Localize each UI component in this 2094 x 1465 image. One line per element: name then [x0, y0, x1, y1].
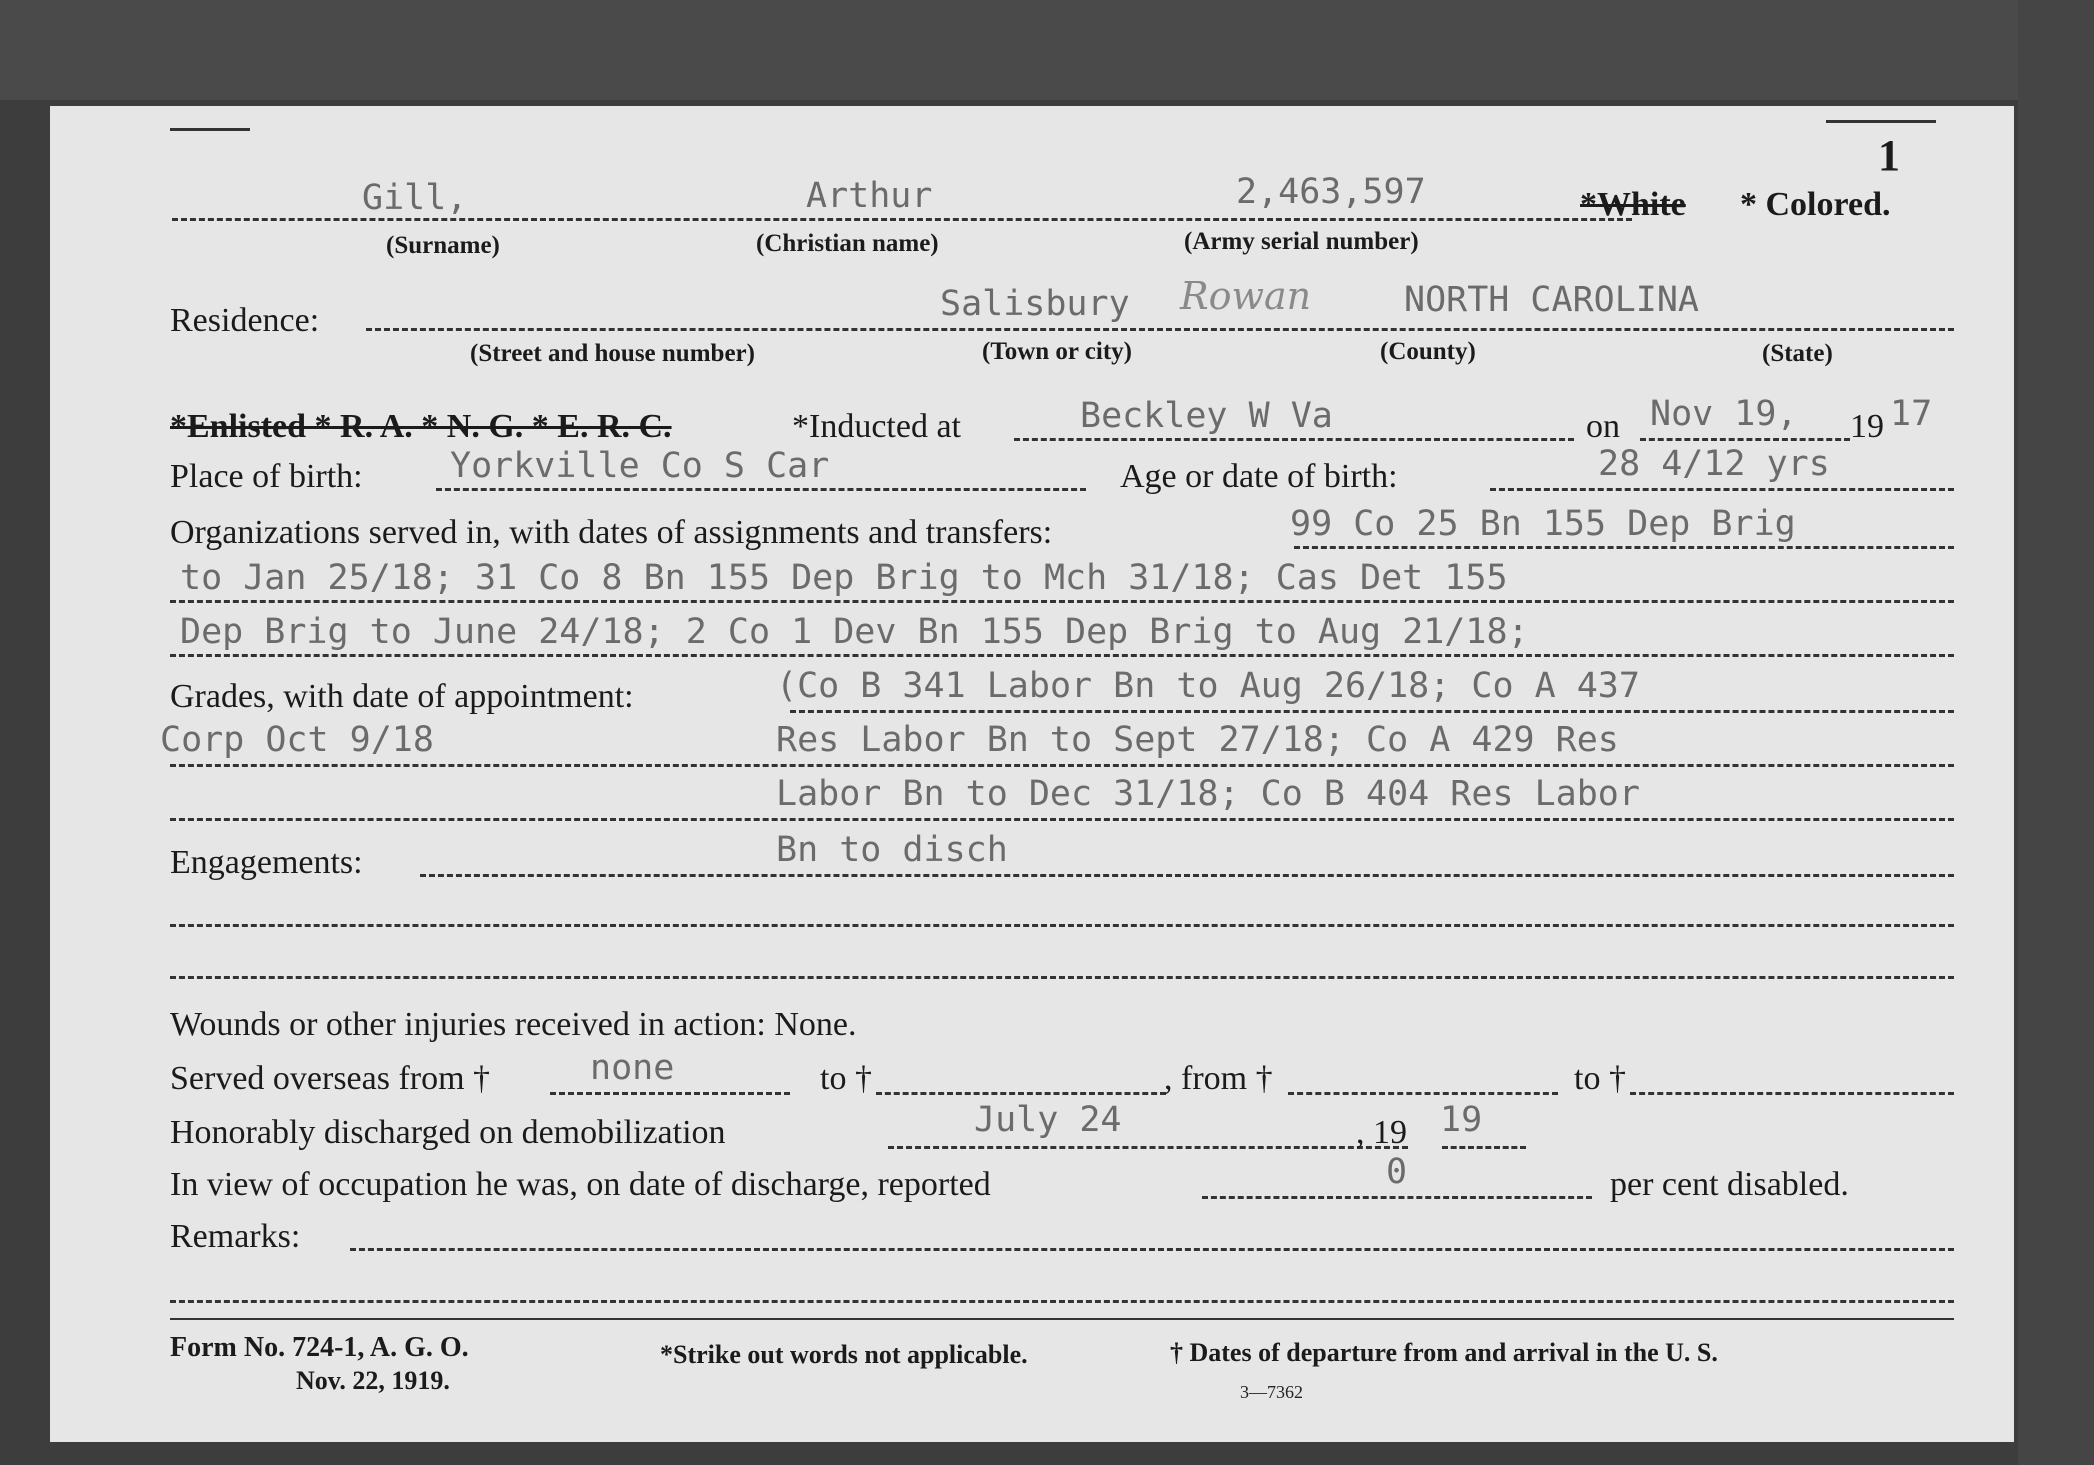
orgs-text-7: Bn to disch	[776, 830, 1008, 870]
inducted-place: Beckley W Va	[1080, 396, 1333, 436]
inducted-date-line	[1640, 438, 1850, 441]
form-date: Nov. 22, 1919.	[296, 1366, 450, 1395]
residence-county: Rowan	[1180, 274, 1312, 318]
overseas-value: none	[590, 1048, 675, 1088]
age-label: Age or date of birth:	[1120, 458, 1398, 495]
disability-label: In view of occupation he was, on date of discharge, reported	[170, 1166, 991, 1203]
orgs-line-2	[170, 600, 1954, 603]
orgs-label: Organizations served in, with dates of assignments and transfers:	[170, 514, 1053, 551]
discharge-label: Honorably discharged on demobilization	[170, 1114, 726, 1151]
caption-county: (County)	[1380, 338, 1476, 365]
grades-line-2	[170, 764, 1954, 767]
remarks-line-2	[170, 1300, 1954, 1303]
orgs-text-2: to Jan 25/18; 31 Co 8 Bn 155 Dep Brig to Mch 31/18; Cas Det 155	[180, 558, 1508, 598]
surname-value: Gill,	[362, 178, 468, 218]
orgs-text-3: Dep Brig to June 24/18; 2 Co 1 Dev Bn 155 Dep Brig to Aug 21/18;	[180, 612, 1529, 652]
footer-rule	[170, 1318, 1954, 1320]
scan-background-right	[2018, 0, 2094, 1465]
overseas-to2-label: to †	[1574, 1060, 1626, 1097]
on-label: on	[1586, 408, 1620, 445]
engagements-line-3	[170, 976, 1954, 979]
discharge-line	[888, 1146, 1408, 1149]
name-line	[172, 218, 1632, 221]
enlisted-struck: *Enlisted * R. A. * N. G. * E. R. C.	[170, 408, 672, 445]
orgs-line-3	[170, 654, 1954, 657]
birth-place-line	[436, 488, 1086, 491]
grades-line-1	[790, 710, 1954, 713]
caption-christian: (Christian name)	[756, 230, 939, 257]
inducted-line	[1014, 438, 1574, 441]
caption-state: (State)	[1762, 340, 1833, 367]
form-number: Form No. 724-1, A. G. O.	[170, 1332, 469, 1363]
residence-label: Residence:	[170, 302, 320, 339]
serial-number-value: 2,463,597	[1236, 172, 1426, 212]
orgs-text-4: (Co B 341 Labor Bn to Aug 26/18; Co A 437	[776, 666, 1640, 706]
engagements-line-2	[170, 924, 1954, 927]
disability-value: 0	[1386, 1152, 1408, 1192]
discharge-year-line	[1442, 1146, 1526, 1149]
birth-place-value: Yorkville Co S Car	[450, 446, 830, 486]
grades-label: Grades, with date of appointment:	[170, 678, 634, 715]
top-left-mark	[170, 128, 250, 131]
race-white: *White	[1580, 186, 1686, 223]
birth-place-label: Place of birth:	[170, 458, 363, 495]
inducted-label: *Inducted at	[792, 408, 961, 445]
overseas-from2-line	[1288, 1092, 1558, 1095]
wounds-text: Wounds or other injuries received in action: None.	[170, 1006, 857, 1043]
age-value: 28 4/12 yrs	[1598, 444, 1830, 484]
service-record-card	[50, 106, 2014, 1442]
dates-note: † Dates of departure from and arrival in the U. S.	[1170, 1338, 1718, 1367]
orgs-text-6: Labor Bn to Dec 31/18; Co B 404 Res Labor	[776, 774, 1640, 814]
residence-line	[366, 328, 1954, 331]
christian-name-value: Arthur	[806, 176, 933, 216]
caption-town: (Town or city)	[982, 338, 1132, 365]
residence-state: NORTH CAROLINA	[1404, 280, 1700, 320]
orgs-text-5: Res Labor Bn to Sept 27/18; Co A 429 Res	[776, 720, 1619, 760]
orgs-text-1: 99 Co 25 Bn 155 Dep Brig	[1290, 504, 1796, 544]
grade-value: Corp Oct 9/18	[160, 720, 434, 760]
caption-street: (Street and house number)	[470, 340, 755, 367]
overseas-label: Served overseas from †	[170, 1060, 491, 1097]
age-line	[1490, 488, 1954, 491]
scan-background-top	[0, 0, 2094, 100]
orgs-line-1	[1294, 546, 1954, 549]
inducted-date: Nov 19,	[1650, 394, 1798, 434]
discharge-year-prefix: , 19	[1356, 1114, 1407, 1151]
remarks-label: Remarks:	[170, 1218, 301, 1255]
overseas-to-line	[876, 1092, 1166, 1095]
overseas-from-line	[550, 1092, 790, 1095]
grades-line-3	[170, 818, 1954, 821]
discharge-year-suffix: 19	[1440, 1100, 1483, 1140]
disability-suffix: per cent disabled.	[1610, 1166, 1849, 1203]
disability-line	[1202, 1196, 1592, 1199]
caption-serial: (Army serial number)	[1184, 228, 1419, 255]
engagements-label: Engagements:	[170, 844, 363, 881]
residence-town: Salisbury	[940, 284, 1130, 324]
race-colored: * Colored.	[1740, 186, 1891, 223]
discharge-date: July 24	[974, 1100, 1122, 1140]
engagements-line-1	[420, 874, 1954, 877]
year-suffix: 17	[1890, 394, 1933, 434]
strike-note: *Strike out words not applicable.	[660, 1340, 1028, 1369]
print-code: 3—7362	[1240, 1382, 1303, 1402]
overseas-to2-line	[1630, 1092, 1954, 1095]
card-number: 1	[1878, 131, 1900, 180]
overseas-from2-label: , from †	[1164, 1060, 1273, 1097]
remarks-line-1	[350, 1248, 1954, 1251]
top-right-mark	[1826, 120, 1936, 123]
caption-surname: (Surname)	[386, 232, 500, 259]
overseas-to-label: to †	[820, 1060, 872, 1097]
year-prefix: 19	[1850, 408, 1884, 445]
